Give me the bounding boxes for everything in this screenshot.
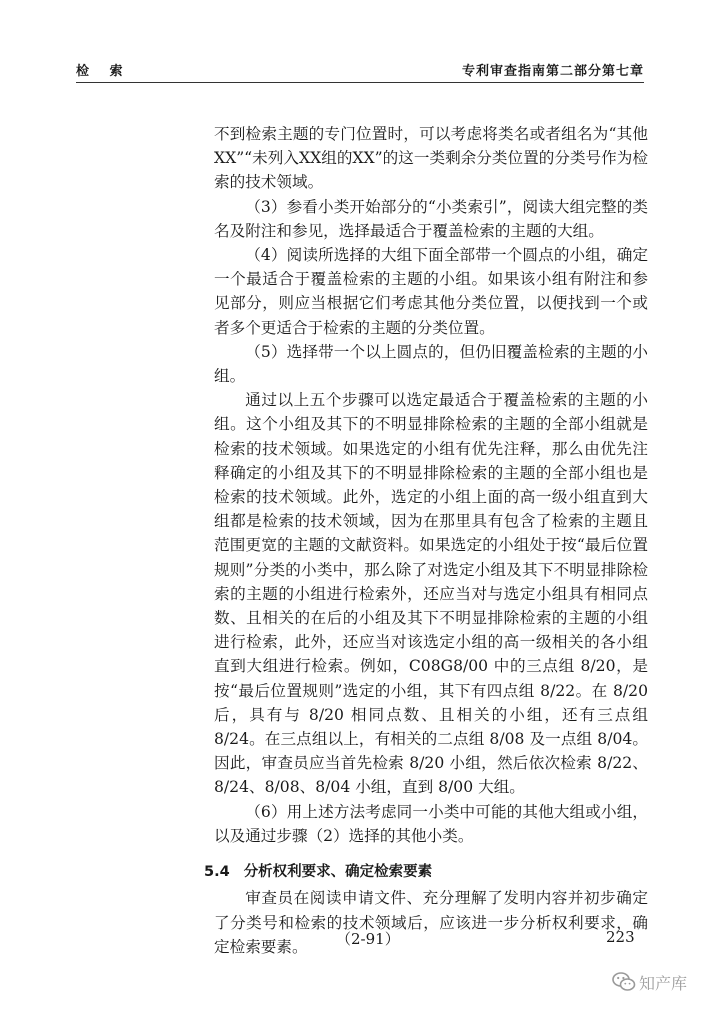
footer-section-page: （2-91） [336,930,400,948]
wechat-icon [612,971,636,993]
paragraph: 不到检索主题的专门位置时，可以考虑将类名或者组名为“其他XX”“未列入XX组的XX”的这一类剩余分类位置的分类号作为检索的技术领域。 [214,125,648,192]
paragraph: （5）选择带一个以上圆点的，但仍旧覆盖检索的主题的小组。 [214,342,648,386]
header-right-title: 专利审查指南第二部分第七章 [461,64,644,79]
watermark [612,968,687,996]
paragraph: （4）阅读所选择的大组下面全部带一个圆点的小组，确定一个最适合于覆盖检索的主题的小组。如果该小组有附注和参见部分，则应当根据它们考虑其他分类位置，以便找到一个或者多个更适合于检索的主题的分类位置。 [214,246,648,337]
paragraph: 通过以上五个步骤可以选定最适合于覆盖检索的主题的小组。这个小组及其下的不明显排除检索的主题的全部小组就是检索的技术领域。如果选定的小组有优先注释，那么由优先注释确定的小组及其下的不明显排除检索的主题的全部小组也是检索的技术领域。此外，选定的小组上面的高一级小组直到大组都是检索的技术领域，因为在那里具有包含了检索的主题且范围更宽的主题的文献资料。如果选定的小组处于按“最后位置规则”分类的小类中，那么除了对选定小组及其下不明显排除检索的主题的小组进行检索外，还应当对与选定小组具有相同点数、且相关的在后的小组及其下不明显排除检索的主题的小组进行检索，此外，还应当对该选定小组的高一级相关的各小组直到大组进行检索。例如，C08G8/00 中的三点组 8/20，是按“最后位置规则”选定的小组，其下有四点组 8/22。在 8/20 后，具有与 8/20 相同点数、且相关的小组，还有三点组 8/24。在三点组以上，有相关的二点组 8/08 及一点组 8/04。因此，审查员应当首先检索 8/20 小组，然后依次检索 8/22、8/24、8/08、8/04 小组，直到 8/00 大组。 [214,391,648,797]
section-paragraph: 审查员在阅读申请文件、充分理解了发明内容并初步确定了分类号和检索的技术领域后，应该进一步分析权利要求，确定检索要素。 [214,889,648,956]
section-heading [204,848,648,886]
paragraph: （3）参看小类开始部分的“小类索引”，阅读大组完整的类名及附注和参见，选择最适合于覆盖检索的主题的大组。 [214,197,648,240]
footer-page-number: 223 [606,928,635,946]
header-left-title: 检 索 [76,64,131,79]
section-number: 5.4 [204,864,230,881]
watermark-text: 知产库 [639,973,688,993]
paragraph: （6）用上述方法考虑同一小类中可能的其他大组或小组，以及通过步骤（2）选择的其他小类。 [214,802,648,845]
body-text [204,122,648,959]
running-header [76,60,644,80]
header-divider [76,82,644,83]
section-title: 分析权利要求、确定检索要素 [243,864,433,881]
